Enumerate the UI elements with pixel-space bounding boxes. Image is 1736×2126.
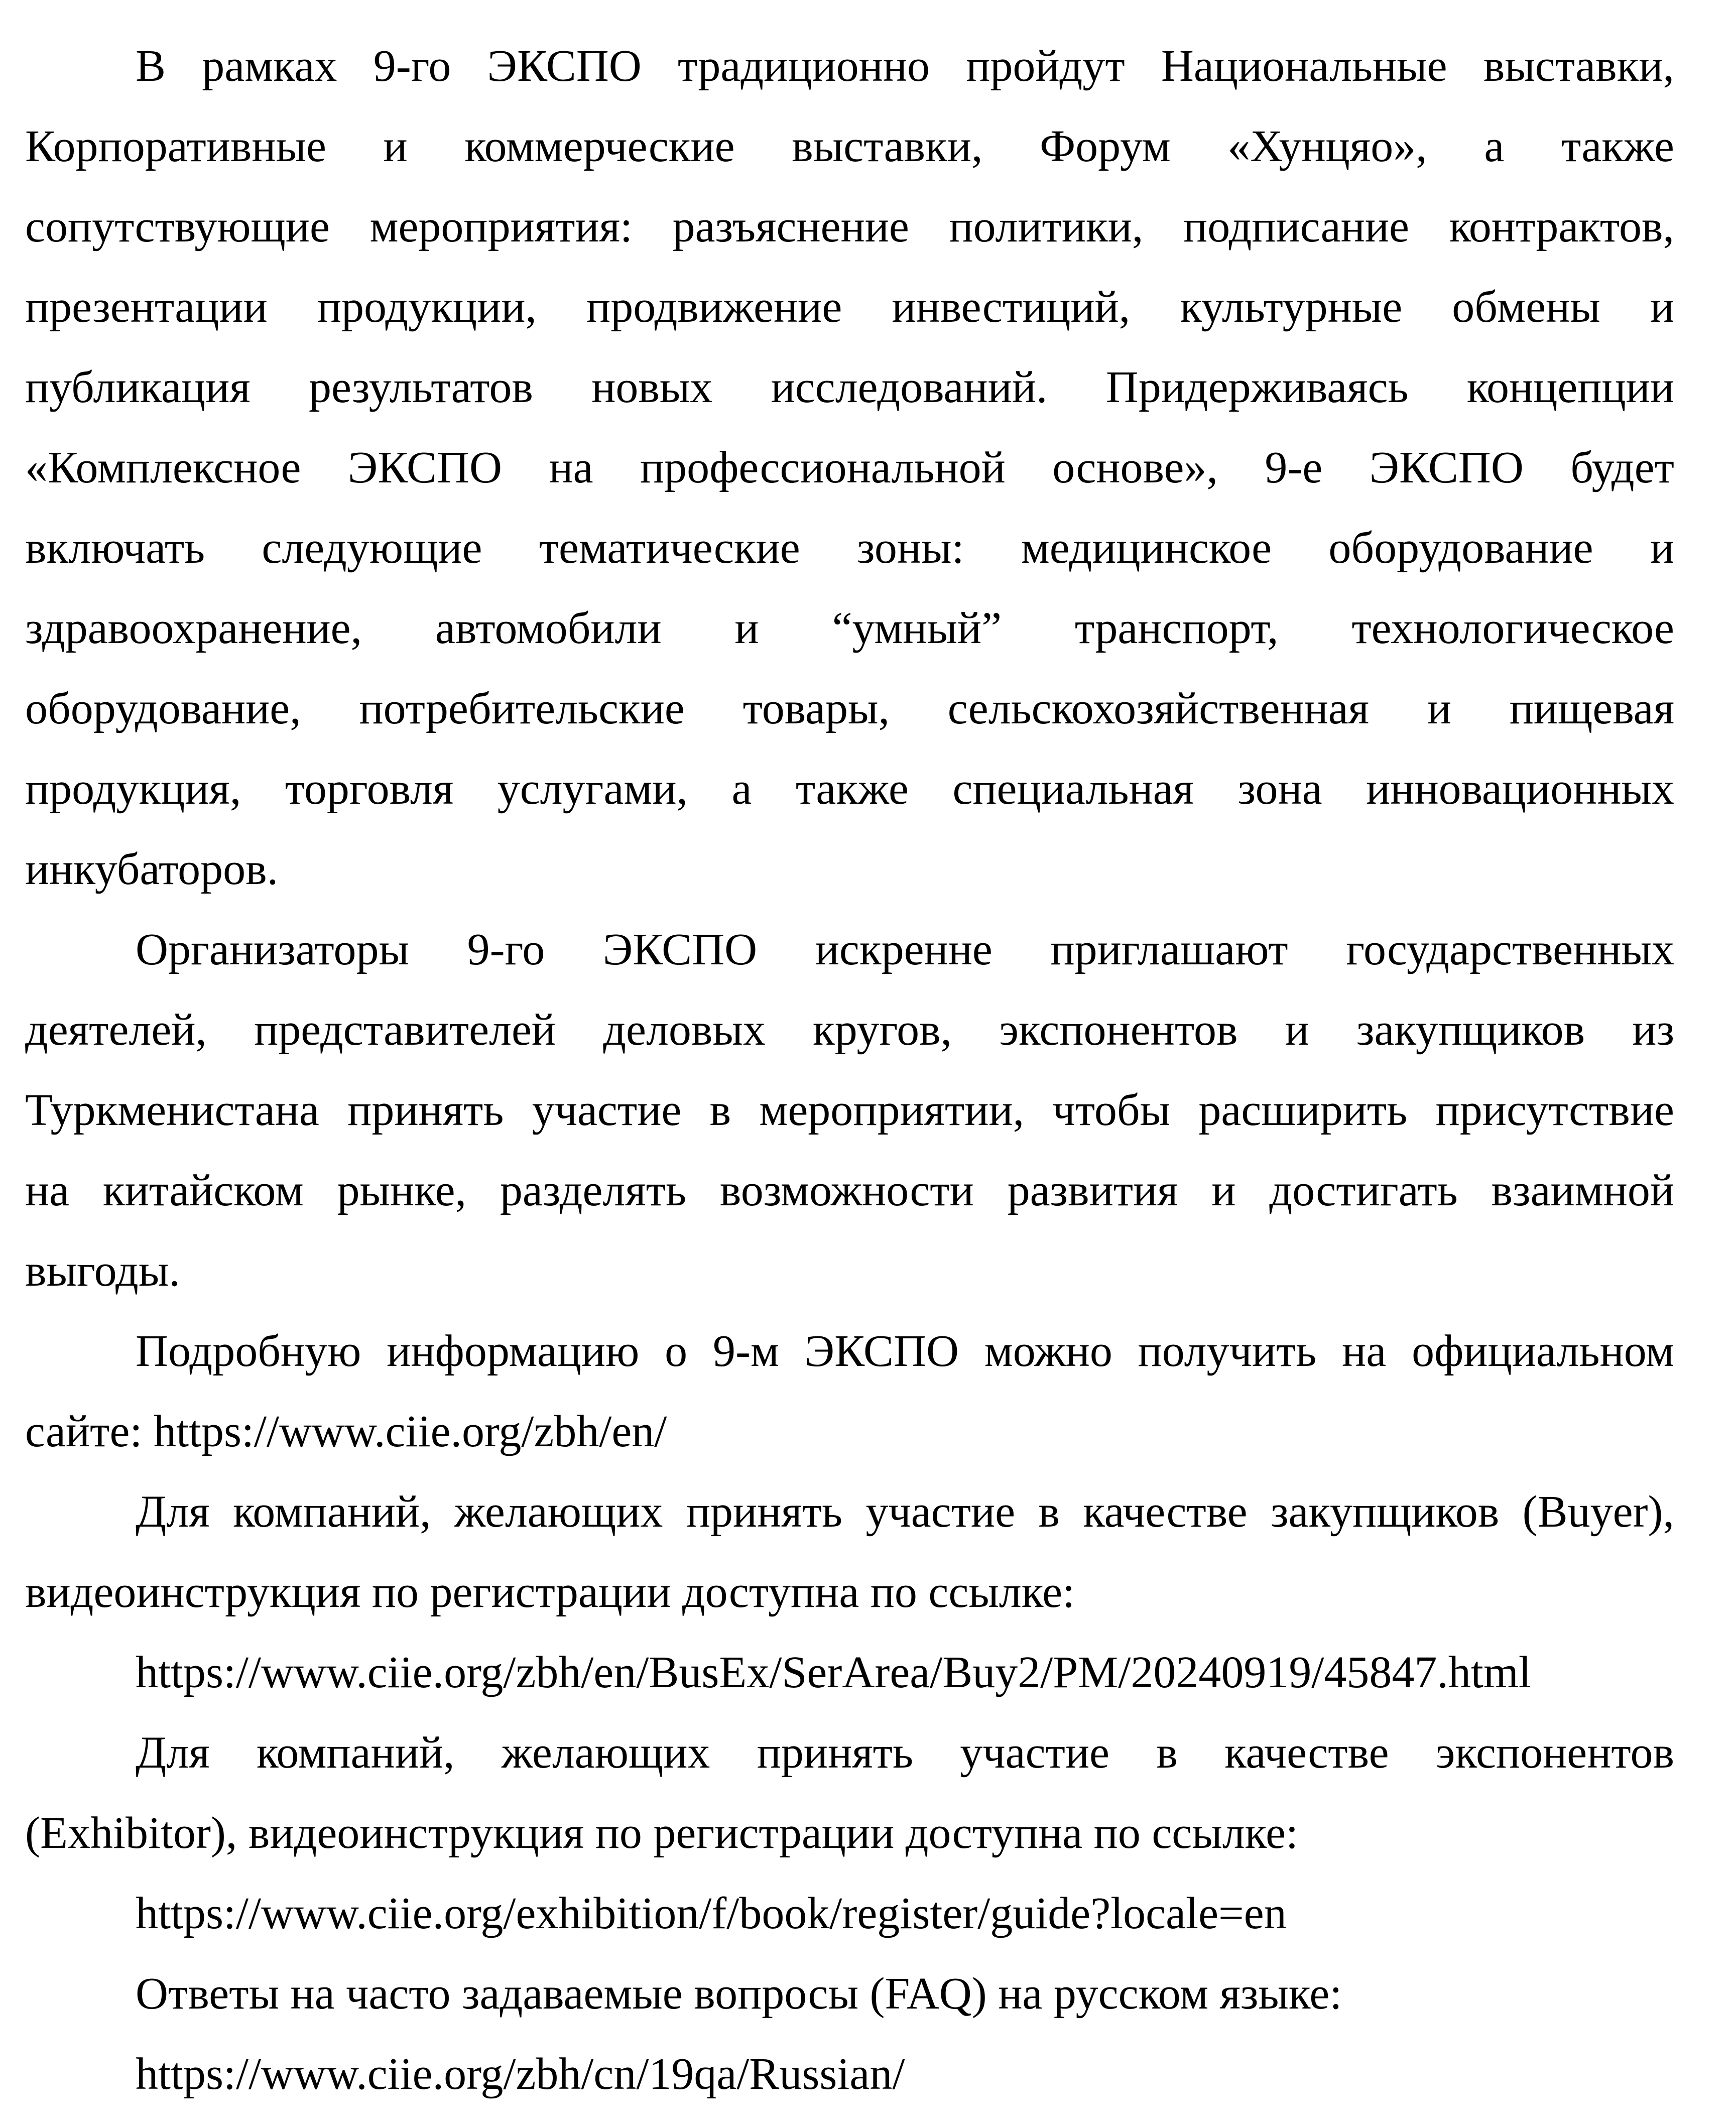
- text-line: включать следующие тематические зоны: медицинское оборудование и: [25, 523, 1674, 573]
- text-line: Организаторы 9-го ЭКСПО искренне приглашают государственных: [136, 925, 1674, 974]
- text-line: В рамках 9-го ЭКСПО традиционно пройдут Национальные выставки,: [136, 41, 1674, 91]
- text-line: (Exhibitor), видеоинструкция по регистрации доступна по ссылке:: [25, 1808, 1299, 1858]
- text-line: деятелей, представителей деловых кругов, экспонентов и закупщиков из: [25, 1005, 1674, 1055]
- paragraph: [25, 1472, 1674, 1633]
- text-line: «Комплексное ЭКСПО на профессиональной основе», 9-е ЭКСПО будет: [25, 443, 1674, 492]
- text-line: на китайском рынке, разделять возможности развития и достигать взаимной: [25, 1166, 1674, 1215]
- text-line: Подробную информацию о 9-м ЭКСПО можно получить на официальном: [136, 1326, 1674, 1376]
- paragraph: [25, 2034, 1674, 2114]
- paragraph: [25, 910, 1674, 1311]
- text-line: продукция, торговля услугами, а также специальная зона инновационных: [25, 764, 1674, 814]
- text-line: Для компаний, желающих принять участие в качестве закупщиков (Buyer),: [136, 1487, 1674, 1537]
- text-line: оборудование, потребительские товары, сельскохозяйственная и пищевая: [25, 684, 1674, 733]
- text-line: выгоды.: [25, 1246, 180, 1296]
- paragraph: [25, 1713, 1674, 1873]
- text-line: здравоохранение, автомобили и “умный” транспорт, технологическое: [25, 603, 1674, 653]
- paragraph: [25, 1954, 1674, 2034]
- text-line: Для компаний, желающих принять участие в качестве экспонентов: [136, 1728, 1674, 1778]
- text-line: сайте: https://www.ciie.org/zbh/en/: [25, 1407, 667, 1456]
- paragraph: [25, 1873, 1674, 1954]
- text-line: Ответы на часто задаваемые вопросы (FAQ) на русском языке:: [136, 1969, 1342, 2019]
- url-line: https://www.ciie.org/zbh/en/BusEx/SerArea/Buy2/PM/20240919/45847.html: [136, 1648, 1531, 1697]
- paragraph: [25, 26, 1674, 910]
- url-line: https://www.ciie.org/exhibition/f/book/register/guide?locale=en: [136, 1889, 1287, 1938]
- text-line: видеоинструкция по регистрации доступна по ссылке:: [25, 1567, 1075, 1617]
- paragraph: [25, 1633, 1674, 1713]
- text-line: презентации продукции, продвижение инвестиций, культурные обмены и: [25, 282, 1674, 332]
- paragraph: [25, 1311, 1674, 1472]
- text-line: инкубаторов.: [25, 844, 279, 894]
- url-line: https://www.ciie.org/zbh/cn/19qa/Russian/: [136, 2049, 905, 2099]
- text-line: сопутствующие мероприятия: разъяснение политики, подписание контрактов,: [25, 202, 1674, 252]
- text-line: Корпоративные и коммерческие выставки, Форум «Хунцяо», а также: [25, 121, 1674, 171]
- text-line: Туркменистана принять участие в мероприятии, чтобы расширить присутствие: [25, 1085, 1674, 1135]
- text-line: публикация результатов новых исследований. Придерживаясь концепции: [25, 362, 1674, 412]
